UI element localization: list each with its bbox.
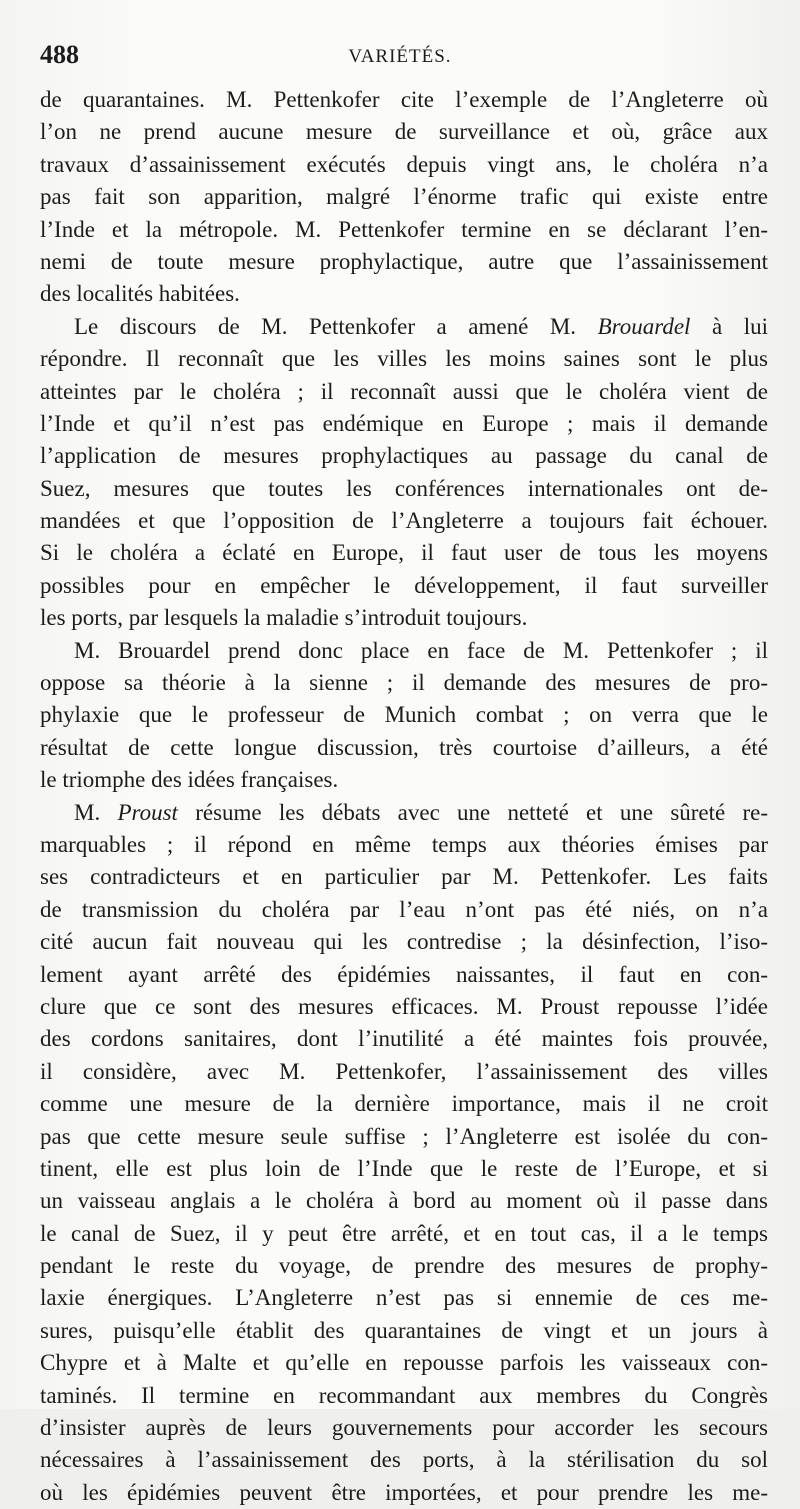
text-line: pas fait son apparition, malgré l’énorme trafic qui existe entre: [40, 184, 768, 210]
text-line: des cordons sanitaires, dont l’inutilité a été maintes fois prouvée,: [40, 1026, 768, 1052]
text-line: lement ayant arrêté des épidémies naissantes, il faut en con-: [40, 961, 768, 987]
text-line: l’application de mesures prophylactiques au passage du canal de: [40, 443, 768, 469]
text-line: le canal de Suez, il y peut être arrêté, et en tout cas, il a le temps: [40, 1220, 768, 1246]
text-line: pendant le reste du voyage, de prendre des mesures de prophy-: [40, 1253, 768, 1279]
text-line: d’insister auprès de leurs gouvernements pour accorder les secours: [40, 1415, 768, 1441]
text-line: répondre. Il reconnaît que les villes les moins saines sont le plus: [40, 346, 768, 372]
text-line: des localités habitées.: [40, 281, 240, 307]
text-line: sures, puisqu’elle établit des quarantaines de vingt et un jours à: [40, 1317, 768, 1343]
text-line: nemi de toute mesure prophylactique, autre que l’assainissement: [40, 248, 768, 274]
text-line: Chypre et à Malte et qu’elle en repousse parfois les vaisseaux con-: [40, 1350, 768, 1376]
text-line: mandées et que l’opposition de l’Angleterre a toujours fait échouer.: [40, 508, 768, 534]
text-line: le triomphe des idées françaises.: [40, 767, 339, 793]
text-line: l’on ne prend aucune mesure de surveillance et où, grâce aux: [40, 119, 768, 145]
text-line: tinent, elle est plus loin de l’Inde que le reste de l’Europe, et si: [40, 1155, 768, 1181]
text-line: oppose sa théorie à la sienne ; il demande des mesures de pro-: [40, 670, 768, 696]
text-line: ses contradicteurs et en particulier par M. Pettenkofer. Les faits: [40, 864, 768, 890]
text-line: M. Brouardel prend donc place en face de M. Pettenkofer ; il: [74, 637, 768, 663]
body-text: [40, 84, 768, 1509]
italic-name: Proust: [117, 799, 178, 825]
text-line: atteintes par le choléra ; il reconnaît aussi que le choléra vient de: [40, 378, 768, 404]
italic-name: Brouardel: [597, 313, 691, 339]
text-line: cité aucun fait nouveau qui les contredise ; la désinfection, l’iso-: [40, 929, 768, 955]
text-line: l’Inde et la métropole. M. Pettenkofer termine en se déclarant l’en-: [40, 216, 768, 242]
text-line: un vaisseau anglais a le choléra à bord au moment où il passe dans: [40, 1188, 768, 1214]
text-line: travaux d’assainissement exécutés depuis vingt ans, le choléra n’a: [40, 151, 768, 177]
text-line: Le discours de M. Pettenkofer a amené M. Brouardel à lui: [74, 313, 768, 339]
page-number: 488: [40, 40, 79, 69]
running-head: VARIÉTÉS.: [348, 46, 452, 67]
text-line: Si le choléra a éclaté en Europe, il faut user de tous les moyens: [40, 540, 768, 566]
text-line: les ports, par lesquels la maladie s’introduit toujours.: [40, 605, 528, 631]
text-line: possibles pour en empêcher le développement, il faut surveiller: [40, 572, 768, 598]
text-line: où les épidémies peuvent être importées, et pour prendre les me-: [40, 1479, 768, 1505]
text-line: phylaxie que le professeur de Munich combat ; on verra que le: [40, 702, 768, 728]
text-line: de transmission du choléra par l’eau n’ont pas été niés, on n’a: [40, 896, 768, 922]
text-line: Suez, mesures que toutes les conférences internationales ont de-: [40, 475, 768, 501]
text-line: marquables ; il répond en même temps aux théories émises par: [40, 831, 768, 857]
text-line: il considère, avec M. Pettenkofer, l’assainissement des villes: [40, 1058, 768, 1084]
text-line: nécessaires à l’assainissement des ports, à la stérilisation du sol: [40, 1447, 768, 1473]
text-line: l’Inde et qu’il n’est pas endémique en Europe ; mais il demande: [40, 410, 768, 436]
text-line: clure que ce sont des mesures efficaces. M. Proust repousse l’idée: [40, 993, 768, 1019]
page-header: [40, 40, 760, 80]
text-line: de quarantaines. M. Pettenkofer cite l’exemple de l’Angleterre où: [40, 87, 768, 112]
text-line: M. Proust résume les débats avec une netteté et une sûreté re-: [74, 799, 768, 825]
text-line: résultat de cette longue discussion, très courtoise d’ailleurs, a été: [40, 734, 768, 760]
text-line: comme une mesure de la dernière importance, mais il ne croit: [40, 1091, 768, 1117]
text-line: laxie énergiques. L’Angleterre n’est pas si ennemie de ces me-: [40, 1285, 768, 1311]
text-line: pas que cette mesure seule suffise ; l’Angleterre est isolée du con-: [40, 1123, 768, 1149]
text-line: taminés. Il termine en recommandant aux membres du Congrès: [40, 1382, 768, 1408]
